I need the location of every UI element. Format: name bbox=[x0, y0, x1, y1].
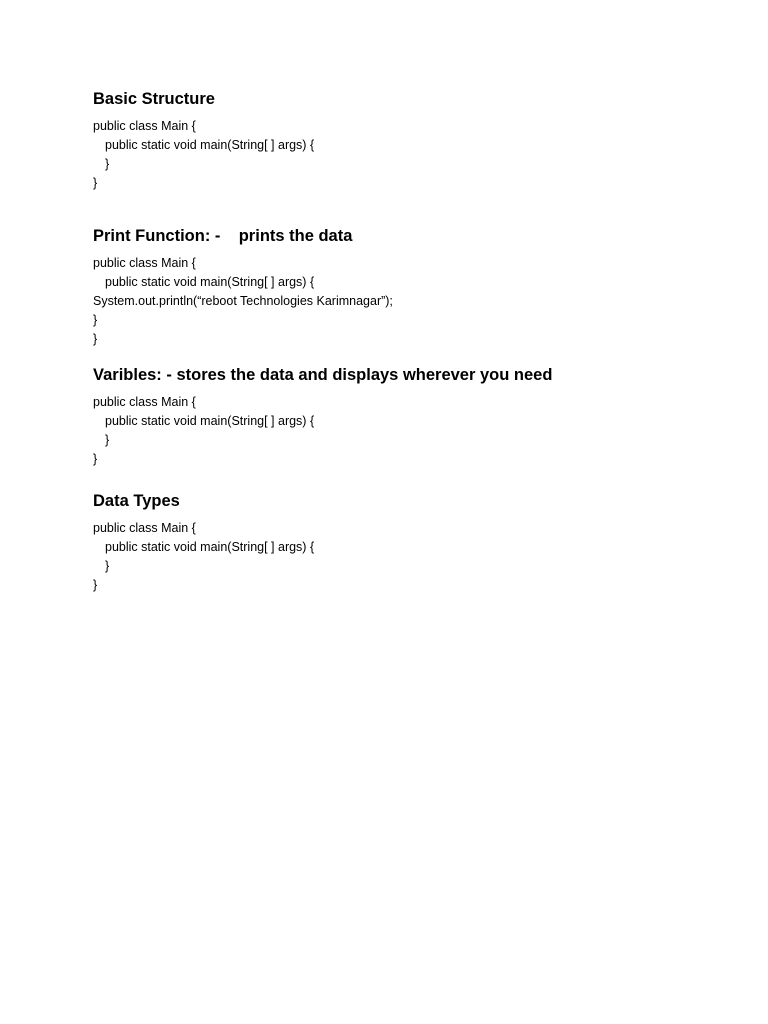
code-line: public static void main(String[ ] args) { bbox=[105, 414, 315, 428]
code-line: } bbox=[93, 452, 98, 466]
code-line: System.out.println(“reboot Technologies Karimnagar”); bbox=[93, 294, 393, 308]
code-line: } bbox=[93, 313, 98, 327]
code-line: public class Main { bbox=[93, 395, 196, 409]
code-line: public static void main(String[ ] args) { bbox=[105, 540, 315, 554]
section-print-function bbox=[93, 226, 733, 349]
code-line: public class Main { bbox=[93, 119, 196, 133]
code-line: public class Main { bbox=[93, 521, 196, 535]
code-line: public static void main(String[ ] args) { bbox=[105, 138, 315, 152]
code-line: public static void main(String[ ] args) { bbox=[105, 275, 315, 289]
section-heading: Print Function: - prints the data bbox=[93, 227, 353, 245]
code-line: } bbox=[105, 157, 110, 171]
code-line: } bbox=[105, 559, 110, 573]
code-line: public class Main { bbox=[93, 256, 196, 270]
section-variables bbox=[93, 365, 733, 469]
code-line: } bbox=[93, 578, 98, 592]
section-heading: Data Types bbox=[93, 492, 180, 510]
section-basic-structure bbox=[93, 89, 733, 193]
code-line: } bbox=[93, 176, 98, 190]
section-heading: Varibles: - stores the data and displays wherever you need bbox=[93, 366, 553, 384]
section-data-types bbox=[93, 491, 733, 595]
section-heading: Basic Structure bbox=[93, 90, 215, 108]
code-line: } bbox=[93, 332, 98, 346]
code-line: } bbox=[105, 433, 110, 447]
